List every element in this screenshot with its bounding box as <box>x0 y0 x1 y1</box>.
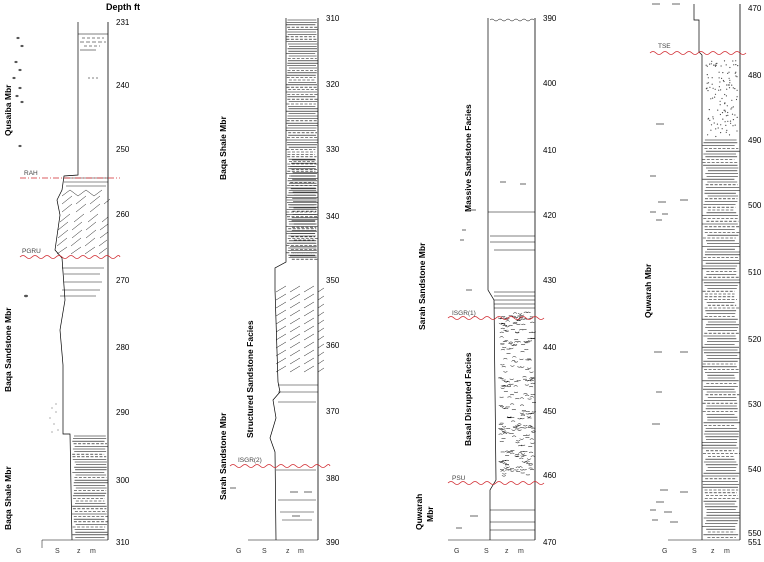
column-3-grain-scale <box>448 540 535 555</box>
depth-350: 350 <box>326 276 340 285</box>
column-4-laminae <box>702 60 740 537</box>
column-1-shale-laminae <box>72 436 108 537</box>
surface-isgr2-line <box>230 465 330 468</box>
unit-sarah-sandstone-1: Sarah Sandstone Mbr <box>218 412 228 500</box>
depth-380: 380 <box>326 474 340 483</box>
column-3-outline <box>488 18 496 540</box>
column-1 <box>3 18 130 555</box>
depth-231: 231 <box>116 18 130 27</box>
depth-290: 290 <box>116 408 130 417</box>
unit-baqa-shale-2: Baqa Shale Mbr <box>218 116 228 180</box>
depth-390b: 390 <box>543 14 557 23</box>
depth-480: 480 <box>748 71 762 80</box>
surface-psu: PSU <box>452 475 466 482</box>
depth-550: 550 <box>748 529 762 538</box>
column-3-axis <box>543 14 557 547</box>
depth-490: 490 <box>748 136 762 145</box>
depth-300: 300 <box>116 476 130 485</box>
depth-250: 250 <box>116 145 130 154</box>
depth-530: 530 <box>748 400 762 409</box>
depth-axis-title: Depth ft <box>106 2 140 12</box>
unit-quwarah-line2: Mbr <box>425 506 435 522</box>
depth-440: 440 <box>543 343 557 352</box>
grain-m-3: m <box>518 548 524 555</box>
grain-s-2: S <box>262 548 267 555</box>
unit-massive-sandstone: Massive Sandstone Facies <box>463 104 473 212</box>
column-1-grain-speckle <box>49 403 58 432</box>
column-1-grain-scale <box>16 540 108 555</box>
depth-340: 340 <box>326 212 340 221</box>
grain-z-2: z <box>286 548 290 555</box>
grain-m: m <box>90 548 96 555</box>
depth-260: 260 <box>116 210 130 219</box>
grain-z-3: z <box>505 548 509 555</box>
column-3-disrupted-fabric <box>498 312 536 476</box>
column-2-axis <box>326 14 340 547</box>
depth-330: 330 <box>326 145 340 154</box>
depth-551: 551 <box>748 538 762 547</box>
grain-m-4: m <box>724 548 730 555</box>
depth-320: 320 <box>326 80 340 89</box>
column-4-outline <box>694 4 702 540</box>
column-4-grain-scale <box>662 540 740 555</box>
grain-s: S <box>55 548 60 555</box>
surface-tse-line <box>650 52 746 55</box>
depth-520: 520 <box>748 335 762 344</box>
depth-420: 420 <box>543 211 557 220</box>
column-4 <box>643 4 762 555</box>
column-2-crossbeds <box>276 286 324 520</box>
unit-baqa-shale-1: Baqa Shale Mbr <box>3 466 13 530</box>
unit-structured-sandstone: Structured Sandstone Facies <box>245 320 255 438</box>
surface-pgru: PGRU <box>22 248 41 255</box>
depth-500: 500 <box>748 201 762 210</box>
column-4-dashes <box>650 4 688 522</box>
depth-470: 470 <box>543 538 557 547</box>
grain-g-3: G <box>454 548 460 555</box>
column-2-shale-laminae <box>286 20 318 259</box>
grain-s-3: S <box>484 548 489 555</box>
depth-310: 310 <box>116 538 130 547</box>
column-3 <box>414 14 557 555</box>
surface-rah: RAH <box>24 170 38 177</box>
column-2-grain-scale <box>236 540 318 555</box>
column-1-nodules <box>12 37 28 297</box>
unit-baqa-sandstone: Baqa Sandstone Mbr <box>3 307 13 392</box>
depth-280: 280 <box>116 343 130 352</box>
depth-460: 460 <box>543 471 557 480</box>
depth-370: 370 <box>326 407 340 416</box>
unit-basal-disrupted: Basal Disrupted Facies <box>463 352 473 446</box>
column-2 <box>218 14 340 555</box>
unit-qusaiba: Qusaiba Mbr <box>3 84 13 136</box>
depth-410: 410 <box>543 146 557 155</box>
depth-310b: 310 <box>326 14 340 23</box>
column-1-crossbeds <box>57 178 110 296</box>
depth-510: 510 <box>748 268 762 277</box>
grain-z-4: z <box>711 548 715 555</box>
surface-isgr1: ISGR(1) <box>452 310 476 317</box>
depth-270: 270 <box>116 276 130 285</box>
unit-quwarah-2: Quwarah Mbr <box>643 263 653 318</box>
grain-g-4: G <box>662 548 668 555</box>
grain-s-4: S <box>692 548 697 555</box>
grain-m-2: m <box>298 548 304 555</box>
depth-430: 430 <box>543 276 557 285</box>
grain-g: G <box>16 548 22 555</box>
depth-390: 390 <box>326 538 340 547</box>
grain-z: z <box>77 548 81 555</box>
depth-540: 540 <box>748 465 762 474</box>
surface-isgr2: ISGR(2) <box>238 457 262 464</box>
column-1-outline <box>55 22 78 540</box>
surface-tse: TSE <box>658 43 671 50</box>
unit-sarah-sandstone-2: Sarah Sandstone Mbr <box>417 242 427 330</box>
depth-470b: 470 <box>748 4 762 13</box>
depth-240: 240 <box>116 81 130 90</box>
column-1-qusaiba-laminae <box>78 34 108 78</box>
depth-360: 360 <box>326 341 340 350</box>
surface-pgru-line <box>20 256 120 259</box>
grain-g-2: G <box>236 548 242 555</box>
column-4-axis <box>748 4 762 547</box>
depth-400: 400 <box>543 79 557 88</box>
depth-450: 450 <box>543 407 557 416</box>
column-2-outline <box>270 18 286 540</box>
unit-quwarah-line1: Quwarah <box>414 493 424 530</box>
column-1-axis <box>116 18 130 547</box>
